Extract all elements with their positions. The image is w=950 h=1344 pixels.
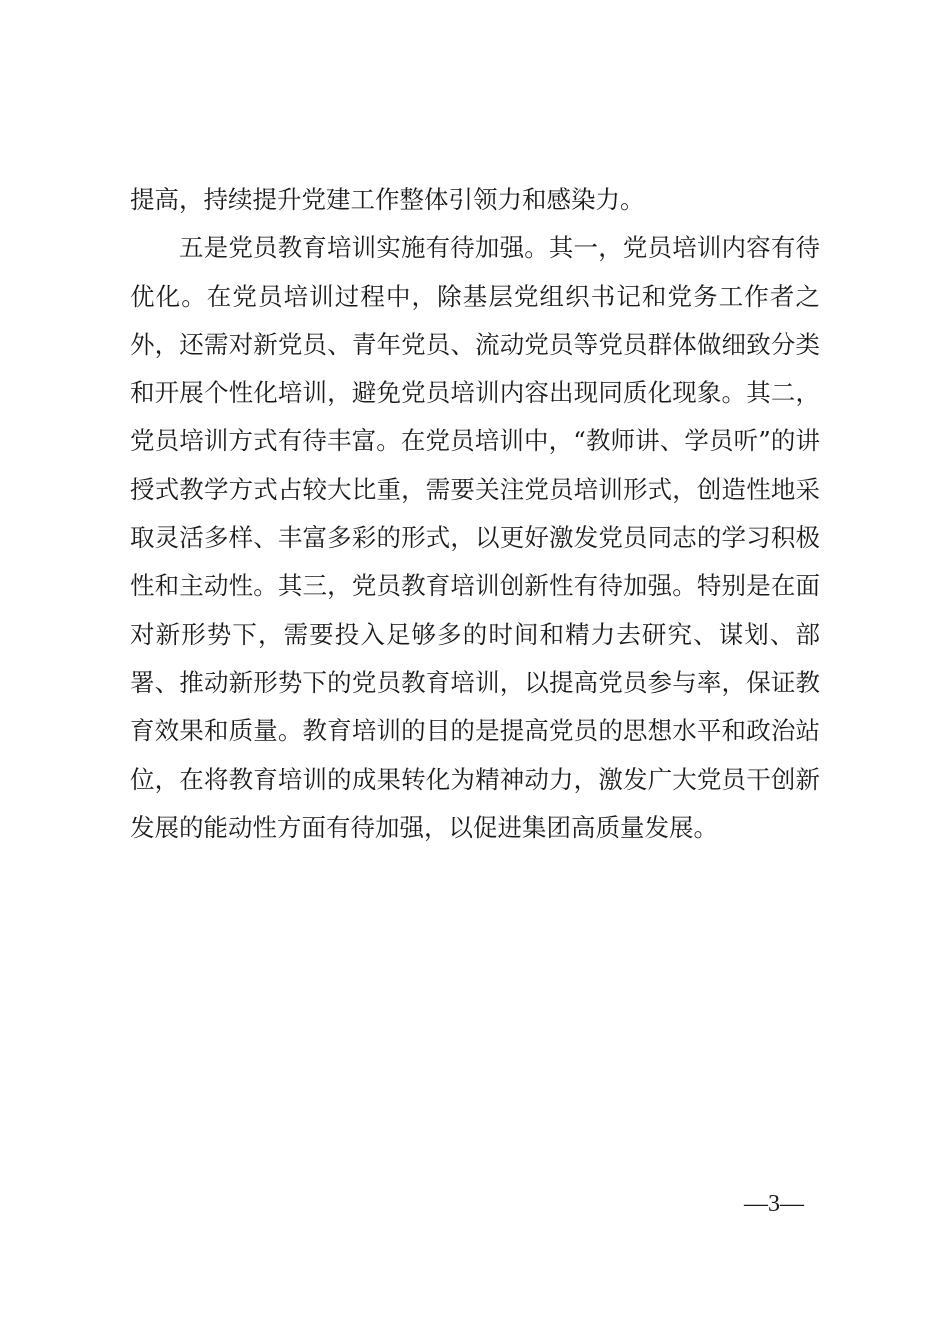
body-text bbox=[130, 176, 820, 852]
page-number: —3— bbox=[744, 1191, 804, 1217]
paragraph-party-training: 五是党员教育培训实施有待加强。其一，党员培训内容有待优化。在党员培训过程中，除基层党组织书记和党务工作者之外，还需对新党员、青年党员、流动党员等党员群体做细致分类和开展个性化培训，避免党员培训内容出现同质化现象。其二，党员培训方式有待丰富。在党员培训中，“教师讲、学员听”的讲授式教学方式占较大比重，需要关注党员培训形式，创造性地采取灵活多样、丰富多彩的形式，以更好激发党员同志的学习积极性和主动性。其三，党员教育培训创新性有待加强。特别是在面对新形势下，需要投入足够多的时间和精力去研究、谋划、部署、推动新形势下的党员教育培训，以提高党员参与率，保证教育效果和质量。教育培训的目的是提高党员的思想水平和政治站位，在将教育培训的成果转化为精神动力，激发广大党员干创新发展的能动性方面有待加强，以促进集团高质量发展。 bbox=[130, 233, 820, 842]
paragraph-continuation: 提高，持续提升党建工作整体引领力和感染力。 bbox=[130, 185, 645, 214]
